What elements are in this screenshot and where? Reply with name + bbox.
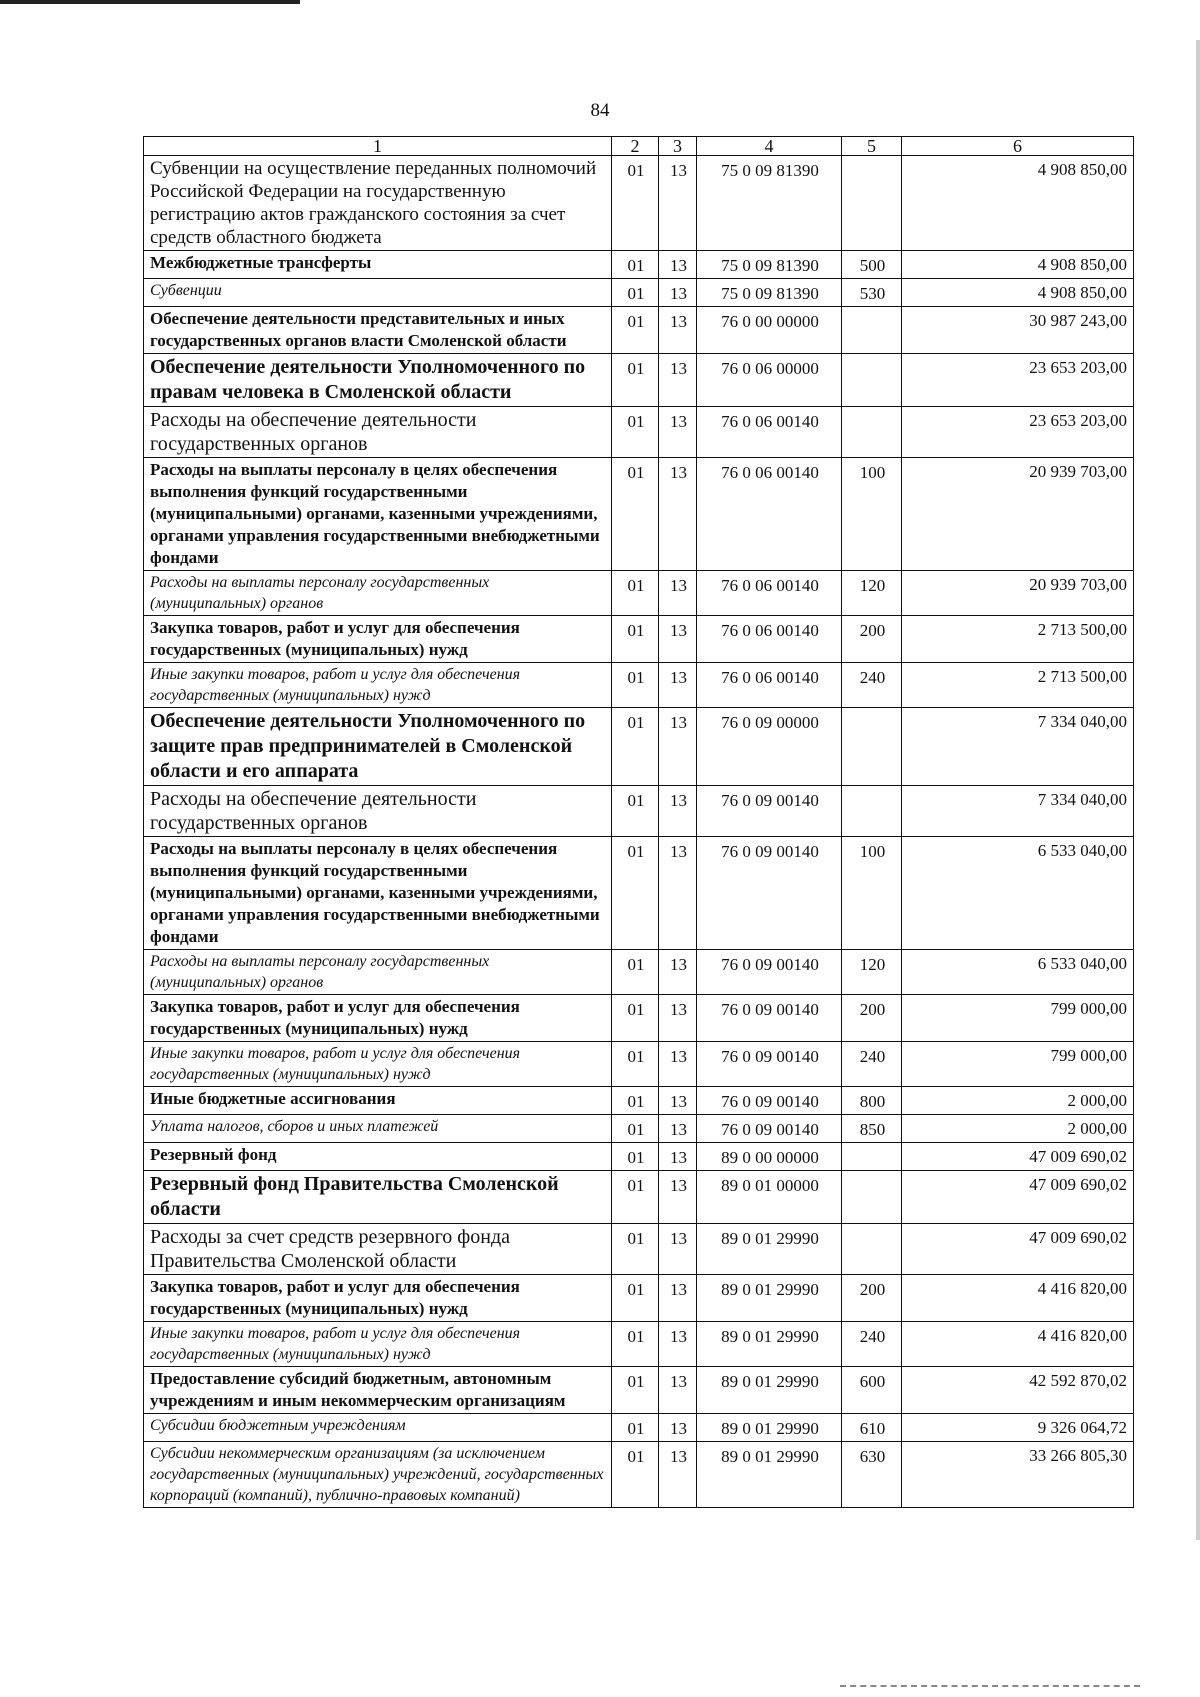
table-row — [144, 950, 1134, 995]
table-header-row — [144, 137, 1134, 156]
row-name: Закупка товаров, работ и услуг для обеспечения государственных (муниципальных) нужд — [144, 616, 612, 663]
row-section: 01 — [612, 1115, 659, 1143]
row-name: Субвенции — [144, 279, 612, 307]
row-target-article: 89 0 01 29990 — [697, 1367, 842, 1414]
row-name: Субсидии бюджетным учреждениям — [144, 1414, 612, 1442]
scan-edge-top — [0, 0, 300, 4]
scan-edge-bottom — [840, 1685, 1140, 1689]
row-target-article: 76 0 06 00000 — [697, 354, 842, 407]
table-row — [144, 616, 1134, 663]
header-col-1: 1 — [144, 137, 612, 156]
row-amount: 2 000,00 — [902, 1087, 1134, 1115]
row-name: Иные бюджетные ассигнования — [144, 1087, 612, 1115]
row-amount: 4 416 820,00 — [902, 1322, 1134, 1367]
table-row — [144, 1367, 1134, 1414]
row-name: Иные закупки товаров, работ и услуг для обеспечения государственных (муниципальных) нужд — [144, 1322, 612, 1367]
row-subsection: 13 — [659, 995, 697, 1042]
row-target-article: 76 0 09 00140 — [697, 786, 842, 837]
table-row — [144, 251, 1134, 279]
row-name: Расходы на обеспечение деятельности государственных органов — [144, 786, 612, 837]
row-expense-type: 240 — [842, 1322, 902, 1367]
table-row — [144, 1087, 1134, 1115]
row-name: Обеспечение деятельности Уполномоченного по защите прав предпринимателей в Смоленской области и его аппарата — [144, 708, 612, 786]
row-target-article: 75 0 09 81390 — [697, 279, 842, 307]
row-expense-type: 530 — [842, 279, 902, 307]
row-target-article: 89 0 00 00000 — [697, 1143, 842, 1171]
header-col-6: 6 — [902, 137, 1134, 156]
row-amount: 4 908 850,00 — [902, 251, 1134, 279]
row-expense-type: 200 — [842, 1275, 902, 1322]
row-target-article: 76 0 09 00140 — [697, 995, 842, 1042]
row-expense-type: 630 — [842, 1442, 902, 1508]
table-row — [144, 663, 1134, 708]
row-subsection: 13 — [659, 616, 697, 663]
row-subsection: 13 — [659, 1143, 697, 1171]
row-target-article: 76 0 06 00140 — [697, 458, 842, 571]
row-amount: 20 939 703,00 — [902, 458, 1134, 571]
row-target-article: 76 0 06 00140 — [697, 616, 842, 663]
budget-table — [143, 136, 1134, 1508]
row-subsection: 13 — [659, 354, 697, 407]
row-expense-type — [842, 156, 902, 251]
row-subsection: 13 — [659, 837, 697, 950]
row-amount: 4 908 850,00 — [902, 156, 1134, 251]
row-section: 01 — [612, 708, 659, 786]
table-row — [144, 1143, 1134, 1171]
row-target-article: 76 0 09 00140 — [697, 837, 842, 950]
row-amount: 6 533 040,00 — [902, 950, 1134, 995]
row-section: 01 — [612, 1087, 659, 1115]
table-row — [144, 407, 1134, 458]
row-amount: 30 987 243,00 — [902, 307, 1134, 354]
row-name: Предоставление субсидий бюджетным, автономным учреждениям и иным некоммерческим организациям — [144, 1367, 612, 1414]
row-subsection: 13 — [659, 950, 697, 995]
row-section: 01 — [612, 458, 659, 571]
header-col-5: 5 — [842, 137, 902, 156]
row-amount: 47 009 690,02 — [902, 1224, 1134, 1275]
row-target-article: 76 0 09 00140 — [697, 1042, 842, 1087]
row-section: 01 — [612, 1224, 659, 1275]
row-section: 01 — [612, 279, 659, 307]
row-target-article: 76 0 09 00140 — [697, 1115, 842, 1143]
table-row — [144, 1224, 1134, 1275]
row-amount: 7 334 040,00 — [902, 708, 1134, 786]
header-col-3: 3 — [659, 137, 697, 156]
row-expense-type: 200 — [842, 995, 902, 1042]
row-amount: 23 653 203,00 — [902, 407, 1134, 458]
row-section: 01 — [612, 307, 659, 354]
row-subsection: 13 — [659, 1275, 697, 1322]
row-section: 01 — [612, 1143, 659, 1171]
row-section: 01 — [612, 663, 659, 708]
row-subsection: 13 — [659, 1087, 697, 1115]
row-name: Закупка товаров, работ и услуг для обеспечения государственных (муниципальных) нужд — [144, 995, 612, 1042]
row-section: 01 — [612, 407, 659, 458]
row-name: Иные закупки товаров, работ и услуг для обеспечения государственных (муниципальных) нужд — [144, 1042, 612, 1087]
row-subsection: 13 — [659, 663, 697, 708]
row-target-article: 76 0 09 00000 — [697, 708, 842, 786]
row-name: Расходы на выплаты персоналу государственных (муниципальных) органов — [144, 950, 612, 995]
row-subsection: 13 — [659, 1322, 697, 1367]
row-target-article: 89 0 01 29990 — [697, 1414, 842, 1442]
row-name: Расходы за счет средств резервного фонда Правительства Смоленской области — [144, 1224, 612, 1275]
table-body — [144, 156, 1134, 1508]
table-row — [144, 837, 1134, 950]
row-expense-type — [842, 1143, 902, 1171]
header-col-2: 2 — [612, 137, 659, 156]
row-expense-type: 610 — [842, 1414, 902, 1442]
table-row — [144, 458, 1134, 571]
row-expense-type: 500 — [842, 251, 902, 279]
row-amount: 9 326 064,72 — [902, 1414, 1134, 1442]
row-amount: 7 334 040,00 — [902, 786, 1134, 837]
row-subsection: 13 — [659, 407, 697, 458]
row-name: Расходы на выплаты персоналу государственных (муниципальных) органов — [144, 571, 612, 616]
row-expense-type: 100 — [842, 458, 902, 571]
table-row — [144, 1414, 1134, 1442]
row-expense-type: 600 — [842, 1367, 902, 1414]
row-name: Иные закупки товаров, работ и услуг для обеспечения государственных (муниципальных) нужд — [144, 663, 612, 708]
row-expense-type: 100 — [842, 837, 902, 950]
row-section: 01 — [612, 837, 659, 950]
table-row — [144, 354, 1134, 407]
row-section: 01 — [612, 950, 659, 995]
row-target-article: 89 0 01 00000 — [697, 1171, 842, 1224]
row-section: 01 — [612, 1442, 659, 1508]
row-subsection: 13 — [659, 1414, 697, 1442]
row-amount: 47 009 690,02 — [902, 1143, 1134, 1171]
row-expense-type: 120 — [842, 571, 902, 616]
row-subsection: 13 — [659, 1224, 697, 1275]
row-subsection: 13 — [659, 571, 697, 616]
row-amount: 20 939 703,00 — [902, 571, 1134, 616]
row-section: 01 — [612, 1322, 659, 1367]
header-col-4: 4 — [697, 137, 842, 156]
row-target-article: 76 0 06 00140 — [697, 663, 842, 708]
row-amount: 799 000,00 — [902, 995, 1134, 1042]
row-subsection: 13 — [659, 307, 697, 354]
row-target-article: 76 0 09 00140 — [697, 950, 842, 995]
row-section: 01 — [612, 786, 659, 837]
row-section: 01 — [612, 251, 659, 279]
row-subsection: 13 — [659, 279, 697, 307]
table-row — [144, 307, 1134, 354]
row-amount: 799 000,00 — [902, 1042, 1134, 1087]
row-expense-type — [842, 708, 902, 786]
row-subsection: 13 — [659, 458, 697, 571]
row-section: 01 — [612, 354, 659, 407]
row-subsection: 13 — [659, 156, 697, 251]
row-target-article: 75 0 09 81390 — [697, 156, 842, 251]
row-name: Расходы на выплаты персоналу в целях обеспечения выполнения функций государственными (муниципальными) органами, казенными учреждениями, органами управления государственными внебюджетными фондами — [144, 458, 612, 571]
row-name: Расходы на выплаты персоналу в целях обеспечения выполнения функций государственными (муниципальными) органами, казенными учреждениями, органами управления государственными внебюджетными фондами — [144, 837, 612, 950]
table-row — [144, 1442, 1134, 1508]
row-expense-type — [842, 354, 902, 407]
row-name: Обеспечение деятельности представительных и иных государственных органов власти Смоленской области — [144, 307, 612, 354]
row-expense-type: 200 — [842, 616, 902, 663]
row-subsection: 13 — [659, 251, 697, 279]
table-row — [144, 156, 1134, 251]
row-amount: 42 592 870,02 — [902, 1367, 1134, 1414]
row-expense-type — [842, 786, 902, 837]
row-name: Закупка товаров, работ и услуг для обеспечения государственных (муниципальных) нужд — [144, 1275, 612, 1322]
row-amount: 6 533 040,00 — [902, 837, 1134, 950]
row-name: Уплата налогов, сборов и иных платежей — [144, 1115, 612, 1143]
row-subsection: 13 — [659, 1367, 697, 1414]
table-row — [144, 786, 1134, 837]
row-section: 01 — [612, 1042, 659, 1087]
row-target-article: 76 0 06 00140 — [697, 571, 842, 616]
row-target-article: 76 0 06 00140 — [697, 407, 842, 458]
table-row — [144, 708, 1134, 786]
row-section: 01 — [612, 571, 659, 616]
row-section: 01 — [612, 1367, 659, 1414]
row-target-article: 76 0 09 00140 — [697, 1087, 842, 1115]
row-section: 01 — [612, 1171, 659, 1224]
row-name: Межбюджетные трансферты — [144, 251, 612, 279]
row-section: 01 — [612, 156, 659, 251]
row-target-article: 76 0 00 00000 — [697, 307, 842, 354]
row-expense-type — [842, 407, 902, 458]
table-row — [144, 995, 1134, 1042]
row-expense-type: 240 — [842, 663, 902, 708]
row-name: Резервный фонд Правительства Смоленской области — [144, 1171, 612, 1224]
row-subsection: 13 — [659, 708, 697, 786]
row-amount: 2 713 500,00 — [902, 616, 1134, 663]
row-expense-type — [842, 307, 902, 354]
table-row — [144, 1275, 1134, 1322]
row-amount: 4 908 850,00 — [902, 279, 1134, 307]
row-subsection: 13 — [659, 1115, 697, 1143]
row-amount: 4 416 820,00 — [902, 1275, 1134, 1322]
row-name: Резервный фонд — [144, 1143, 612, 1171]
row-target-article: 89 0 01 29990 — [697, 1224, 842, 1275]
row-section: 01 — [612, 1414, 659, 1442]
row-expense-type — [842, 1224, 902, 1275]
table-row — [144, 279, 1134, 307]
row-expense-type — [842, 1171, 902, 1224]
row-subsection: 13 — [659, 1171, 697, 1224]
table-row — [144, 1042, 1134, 1087]
row-expense-type: 850 — [842, 1115, 902, 1143]
row-subsection: 13 — [659, 1442, 697, 1508]
row-name: Расходы на обеспечение деятельности государственных органов — [144, 407, 612, 458]
table-row — [144, 1322, 1134, 1367]
row-expense-type: 800 — [842, 1087, 902, 1115]
page-number: 84 — [590, 100, 610, 121]
row-target-article: 75 0 09 81390 — [697, 251, 842, 279]
row-target-article: 89 0 01 29990 — [697, 1322, 842, 1367]
row-expense-type: 120 — [842, 950, 902, 995]
row-amount: 33 266 805,30 — [902, 1442, 1134, 1508]
table-row — [144, 571, 1134, 616]
row-section: 01 — [612, 616, 659, 663]
row-target-article: 89 0 01 29990 — [697, 1442, 842, 1508]
row-amount: 2 000,00 — [902, 1115, 1134, 1143]
scan-edge-right — [1196, 40, 1200, 1540]
row-subsection: 13 — [659, 786, 697, 837]
row-target-article: 89 0 01 29990 — [697, 1275, 842, 1322]
row-expense-type: 240 — [842, 1042, 902, 1087]
row-amount: 2 713 500,00 — [902, 663, 1134, 708]
row-name: Обеспечение деятельности Уполномоченного по правам человека в Смоленской области — [144, 354, 612, 407]
row-section: 01 — [612, 995, 659, 1042]
table-row — [144, 1115, 1134, 1143]
row-amount: 47 009 690,02 — [902, 1171, 1134, 1224]
table-row — [144, 1171, 1134, 1224]
row-name: Субвенции на осуществление переданных полномочий Российской Федерации на государственную регистрацию актов гражданского состояния за счет средств областного бюджета — [144, 156, 612, 251]
row-subsection: 13 — [659, 1042, 697, 1087]
row-amount: 23 653 203,00 — [902, 354, 1134, 407]
row-section: 01 — [612, 1275, 659, 1322]
row-name: Субсидии некоммерческим организациям (за исключением государственных (муниципальных) учреждений, государственных корпораций (компаний), публично-правовых компаний) — [144, 1442, 612, 1508]
